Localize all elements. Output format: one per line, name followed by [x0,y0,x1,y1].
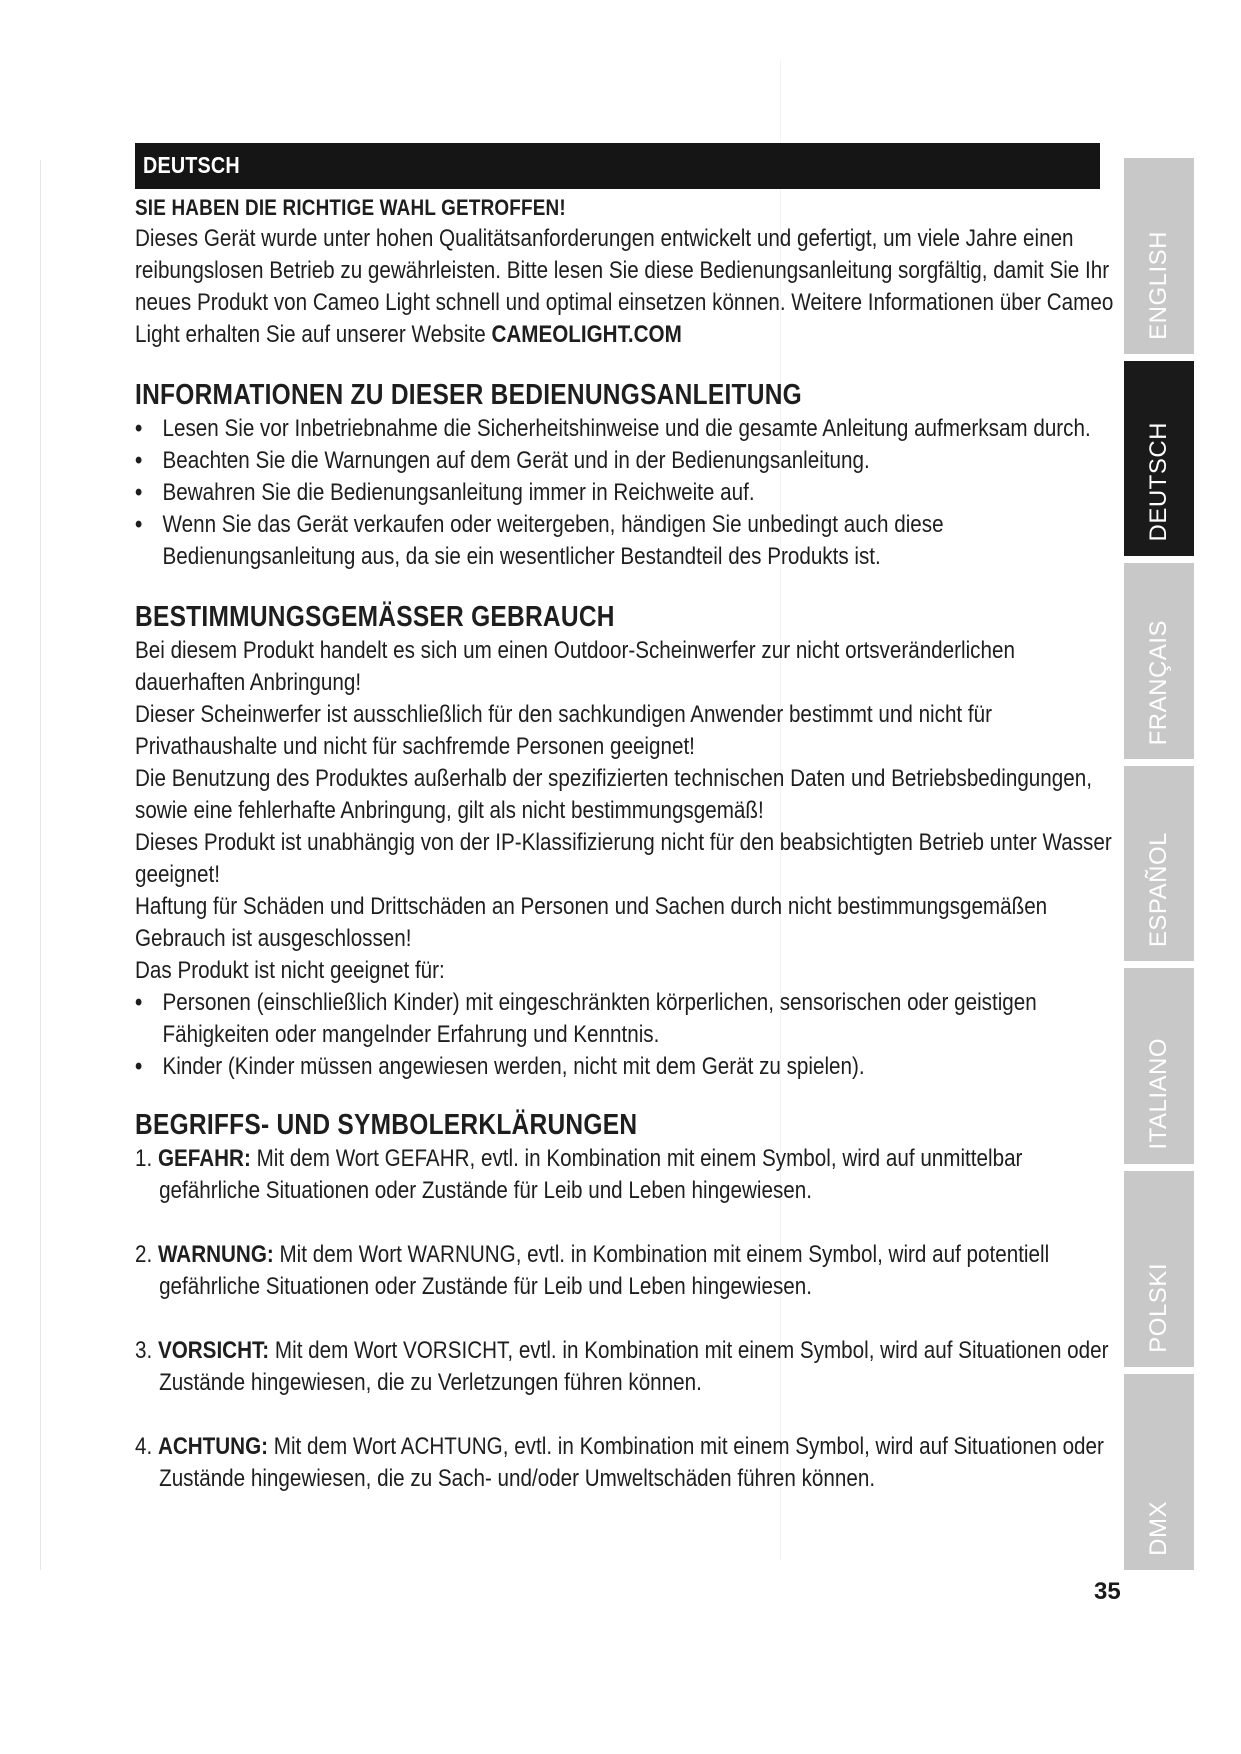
main-content [135,193,1125,1495]
usage-paragraph: Die Benutzung des Produktes außerhalb der spezifizierten technischen Daten und Betriebsbedingungen, sowie eine fehlerhafte Anbringung, gilt als nicht bestimmungsgemäß! [135,765,1092,824]
side-tab-label: ITALIANO [1145,1038,1172,1150]
side-tab-espanol[interactable] [1124,766,1194,961]
intro-paragraph [135,223,1125,351]
usage-paragraph: Bei diesem Produkt handelt es sich um einen Outdoor-Scheinwerfer zur nicht ortsveränderlichen dauerhaften Anbringung! [135,637,1015,696]
side-tab-label: DEUTSCH [1145,422,1172,542]
list-item: • Lesen Sie vor Inbetriebnahme die Sicherheitshinweise und die gesamte Anleitung aufmerksam durch. [135,413,1125,445]
side-tab-dmx[interactable] [1124,1374,1194,1570]
side-tab-deutsch[interactable] [1124,361,1194,556]
term-number: 4. [135,1433,153,1460]
intro-text: Dieses Gerät wurde unter hohen Qualitätsanforderungen entwickelt und gefertigt, um viele Jahre einen reibungslosen Betrieb zu gewährleisten. Bitte lesen Sie diese Bedienungsanleitung sorgfältig, damit Sie Ihr neues Produkt von Cameo Light schnell und optimal einsetzen können. Weitere Informationen über Cameo Light erhalten Sie auf unserer Website [135,225,1114,348]
term-label: ACHTUNG: [157,1433,269,1460]
term-item-warnung [135,1239,1125,1303]
side-tab-label: POLSKI [1145,1263,1172,1353]
term-label: VORSICHT: [157,1337,270,1364]
term-item-vorsicht [135,1335,1125,1399]
usage-paragraph: Haftung für Schäden und Drittschäden an Personen und Sachen durch nicht bestimmungsgemäßen Gebrauch ist ausgeschlossen! [135,893,1048,952]
side-tab-italiano[interactable] [1124,968,1194,1164]
list-item: • Bewahren Sie die Bedienungsanleitung immer in Reichweite auf. [135,477,1125,509]
side-tab-label: FRANÇAIS [1145,619,1172,745]
term-item-achtung [135,1431,1125,1495]
term-text: Mit dem Wort GEFAHR, evtl. in Kombination mit einem Symbol, wird auf unmittelbar gefährliche Situationen oder Zustände für Leib und Leben hingewiesen. [159,1145,1023,1204]
usage-paragraph: Dieses Produkt ist unabhängig von der IP-Klassifizierung nicht für den beabsichtigten Betrieb unter Wasser geeignet! [135,829,1112,888]
list-item: • Kinder (Kinder müssen angewiesen werden, nicht mit dem Gerät zu spielen). [135,1051,1125,1083]
website-link[interactable]: CAMEOLIGHT.COM [491,321,682,348]
usage-bullet-list [135,987,1125,1083]
side-tab-label: ESPAÑOL [1145,831,1172,947]
term-text: Mit dem Wort VORSICHT, evtl. in Kombination mit einem Symbol, wird auf Situationen oder Zustände hingewiesen, die zu Verletzungen führen können. [159,1337,1109,1396]
language-header-bar [135,143,1100,189]
usage-paragraph: Das Produkt ist nicht geeignet für: [135,957,445,984]
term-text: Mit dem Wort WARNUNG, evtl. in Kombination mit einem Symbol, wird auf potentiell gefährliche Situationen oder Zustände für Leib und Leben hingewiesen. [159,1241,1050,1300]
list-item: • Personen (einschließlich Kinder) mit eingeschränkten körperlichen, sensorischen oder geistigen Fähigkeiten oder mangelnder Erfahrung und Kenntnis. [135,987,1125,1051]
side-tab-francais[interactable] [1124,563,1194,759]
side-tab-label: ENGLISH [1145,231,1172,340]
page-number: 35 [1094,1578,1121,1605]
side-tab-polski[interactable] [1124,1171,1194,1367]
term-number: 2. [135,1241,153,1268]
list-item: • Beachten Sie die Warnungen auf dem Gerät und in der Bedienungsanleitung. [135,445,1125,477]
term-number: 1. [135,1145,153,1172]
usage-section-heading: BESTIMMUNGSGEMÄSSER GEBRAUCH [135,601,615,633]
usage-paragraph: Dieser Scheinwerfer ist ausschließlich für den sachkundigen Anwender bestimmt und nicht für Privathaushalte und nicht für sachfremde Personen geeignet! [135,701,992,760]
list-item: • Wenn Sie das Gerät verkaufen oder weitergeben, händigen Sie unbedingt auch diese Bedienungsanleitung aus, da sie ein wesentlicher Bestandteil des Produkts ist. [135,509,1125,573]
term-text: Mit dem Wort ACHTUNG, evtl. in Kombination mit einem Symbol, wird auf Situationen oder Zustände hingewiesen, die zu Sach- und/oder Umweltschäden führen können. [159,1433,1104,1492]
term-label: WARNUNG: [157,1241,274,1268]
terms-section-heading: BEGRIFFS- UND SYMBOLERKLÄRUNGEN [135,1109,638,1141]
intro-subheading: SIE HABEN DIE RICHTIGE WAHL GETROFFEN! [135,195,566,220]
term-label: GEFAHR: [157,1145,251,1172]
info-bullet-list [135,413,1125,573]
term-item-gefahr [135,1143,1125,1207]
language-label: DEUTSCH [143,152,240,178]
terms-list [135,1143,1125,1495]
info-section-heading: INFORMATIONEN ZU DIESER BEDIENUNGSANLEITUNG [135,379,802,411]
page-edge-left [40,160,41,1570]
side-tab-english[interactable] [1124,158,1194,354]
side-tab-label: DMX [1145,1501,1172,1556]
term-number: 3. [135,1337,153,1364]
